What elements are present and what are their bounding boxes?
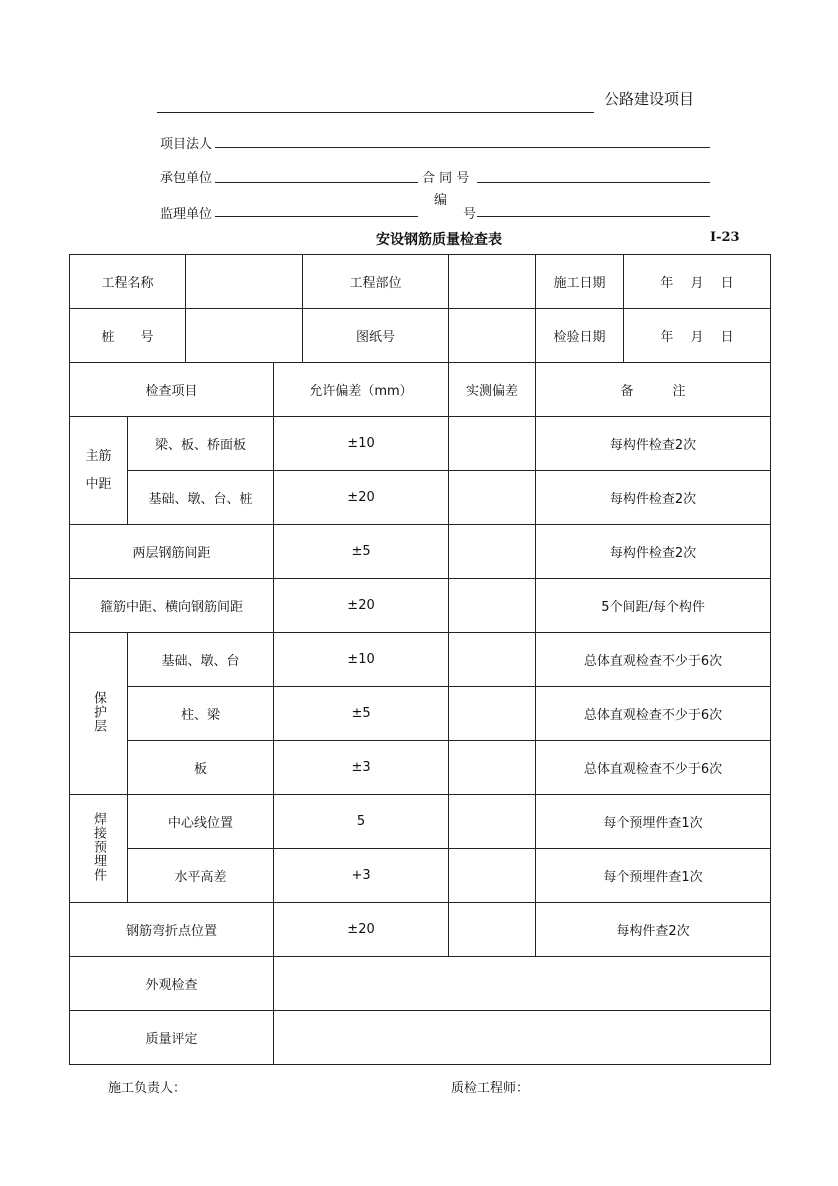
row-item: 基础、墩、台、桩 [128, 471, 274, 525]
contractor-field[interactable] [215, 182, 418, 183]
project-name-label: 工程名称 [70, 255, 186, 309]
table-row [70, 579, 771, 633]
row-remark: 总体直观检查不少于6次 [536, 741, 771, 795]
row-tolerance: +3 [274, 849, 449, 903]
row-item: 中心线位置 [128, 795, 274, 849]
row-remark: 每构件查2次 [536, 903, 771, 957]
row-measured[interactable] [449, 849, 536, 903]
table-row [70, 471, 771, 525]
table-row [70, 1011, 771, 1065]
number-field[interactable] [477, 216, 710, 217]
info-row-2 [70, 309, 771, 363]
embedded-group-label: 焊接预埋件 [91, 811, 106, 882]
main-bar-group [70, 417, 128, 525]
table-row [70, 795, 771, 849]
supervisor-field[interactable] [215, 216, 418, 217]
table-row [70, 849, 771, 903]
row-item: 梁、板、桥面板 [128, 417, 274, 471]
row-measured[interactable] [449, 903, 536, 957]
info-row-1 [70, 255, 771, 309]
row-tolerance: ±3 [274, 741, 449, 795]
cover-group-label: 保护层 [91, 690, 106, 733]
row-measured[interactable] [449, 741, 536, 795]
table-row [70, 957, 771, 1011]
row-item: 水平高差 [128, 849, 274, 903]
supervisor-label: 监理单位 [160, 207, 213, 222]
table-row [70, 633, 771, 687]
inspection-date-label: 检验日期 [536, 309, 624, 363]
project-name-value[interactable] [186, 255, 303, 309]
table-row [70, 525, 771, 579]
row-measured[interactable] [449, 417, 536, 471]
main-bar-group-top: 主筋 [85, 448, 112, 464]
row-tolerance: ±20 [274, 471, 449, 525]
col-remark-header: 备 注 [536, 363, 771, 417]
row-tolerance: ±5 [274, 525, 449, 579]
row-tolerance: 5 [274, 795, 449, 849]
contractor-label: 承包单位 [160, 171, 213, 186]
row-remark: 每个预埋件查1次 [536, 849, 771, 903]
table-row [70, 903, 771, 957]
project-part-value[interactable] [449, 255, 536, 309]
row-measured[interactable] [449, 525, 536, 579]
stake-value[interactable] [186, 309, 303, 363]
row-item: 两层钢筋间距 [70, 525, 274, 579]
number-label-top: 编 [434, 193, 448, 208]
row-remark: 总体直观检查不少于6次 [536, 687, 771, 741]
row-remark: 每构件检查2次 [536, 417, 771, 471]
table-row [70, 417, 771, 471]
stake-label: 桩 号 [70, 309, 186, 363]
form-code: I-23 [710, 230, 740, 245]
project-part-label: 工程部位 [303, 255, 449, 309]
col-measured-header: 实测偏差 [449, 363, 536, 417]
row-measured[interactable] [449, 633, 536, 687]
project-name-underline [157, 112, 594, 113]
row-remark: 每个预埋件查1次 [536, 795, 771, 849]
appearance-label: 外观检查 [70, 957, 274, 1011]
row-measured[interactable] [449, 579, 536, 633]
quality-engineer-label: 质检工程师： [451, 1081, 530, 1096]
row-item: 板 [128, 741, 274, 795]
main-bar-group-bottom: 中距 [85, 476, 112, 492]
construction-date-value[interactable]: 年 月 日 [624, 255, 771, 309]
row-remark: 每构件检查2次 [536, 471, 771, 525]
construction-lead-label: 施工负责人： [108, 1081, 187, 1096]
row-tolerance: ±10 [274, 633, 449, 687]
row-tolerance: ±10 [274, 417, 449, 471]
row-item: 基础、墩、台 [128, 633, 274, 687]
embedded-group [70, 795, 128, 903]
owner-field[interactable] [215, 147, 710, 148]
appearance-value[interactable] [274, 957, 771, 1011]
number-label-bottom: 号 [463, 207, 477, 222]
row-tolerance: ±20 [274, 903, 449, 957]
row-tolerance: ±20 [274, 579, 449, 633]
row-remark: 5个间距/每个构件 [536, 579, 771, 633]
table-row [70, 687, 771, 741]
form-title: 安设钢筋质量检查表 [376, 232, 502, 248]
quality-label: 质量评定 [70, 1011, 274, 1065]
row-item: 柱、梁 [128, 687, 274, 741]
col-item-header: 检查项目 [70, 363, 274, 417]
row-item: 钢筋弯折点位置 [70, 903, 274, 957]
table-row [70, 741, 771, 795]
drawing-no-label: 图纸号 [303, 309, 449, 363]
cover-group [70, 633, 128, 795]
row-tolerance: ±5 [274, 687, 449, 741]
owner-label: 项目法人 [160, 137, 213, 152]
row-remark: 总体直观检查不少于6次 [536, 633, 771, 687]
quality-value[interactable] [274, 1011, 771, 1065]
construction-date-label: 施工日期 [536, 255, 624, 309]
row-measured[interactable] [449, 471, 536, 525]
row-item: 箍筋中距、横向钢筋间距 [70, 579, 274, 633]
contract-no-field[interactable] [477, 182, 710, 183]
column-header-row [70, 363, 771, 417]
inspection-date-value[interactable]: 年 月 日 [624, 309, 771, 363]
row-measured[interactable] [449, 687, 536, 741]
row-measured[interactable] [449, 795, 536, 849]
project-type: 公路建设项目 [604, 90, 695, 108]
col-tolerance-header: 允许偏差（mm） [274, 363, 449, 417]
row-remark: 每构件检查2次 [536, 525, 771, 579]
inspection-table [69, 254, 771, 1065]
drawing-no-value[interactable] [449, 309, 536, 363]
contract-no-label: 合 同 号 [422, 171, 470, 186]
